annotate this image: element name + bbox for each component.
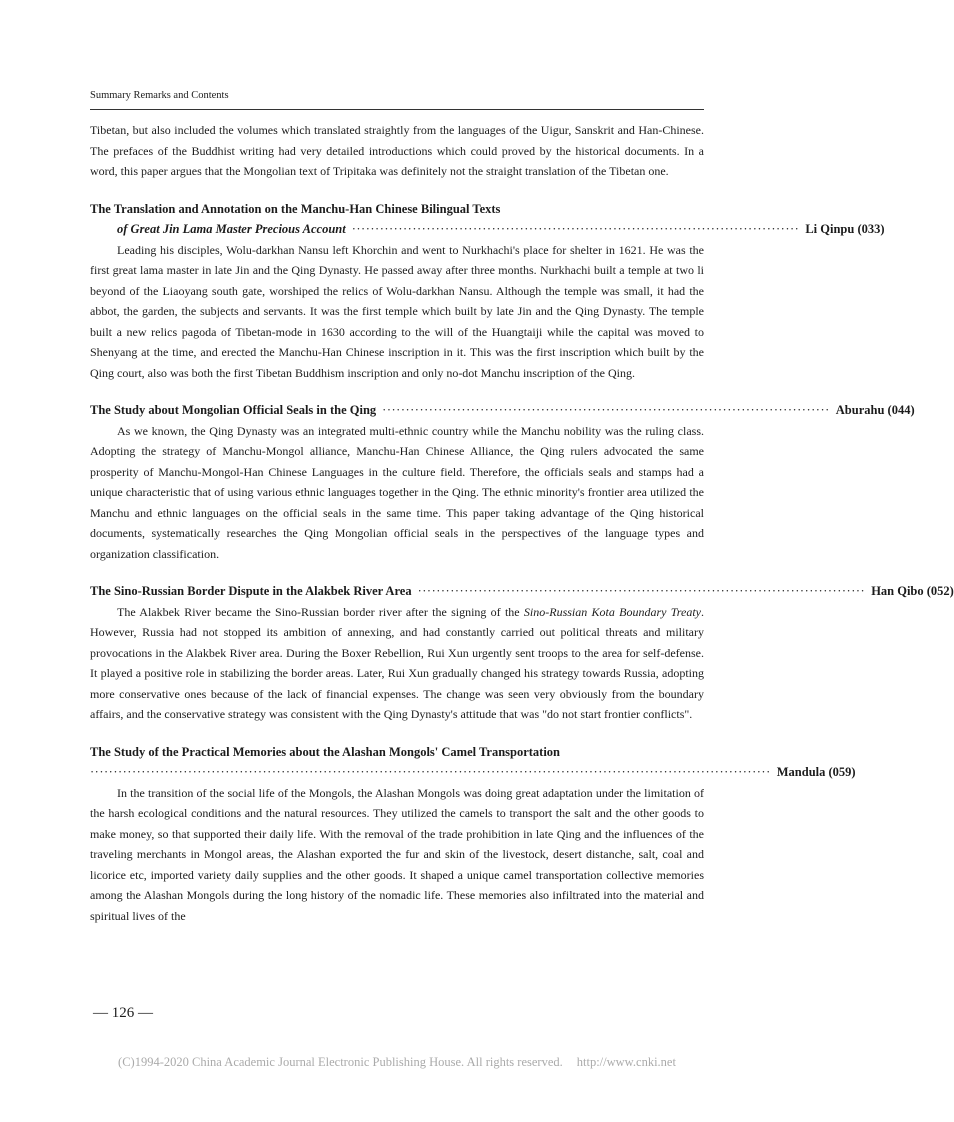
article-title-row (90, 581, 954, 602)
running-header: Summary Remarks and Contents (90, 90, 229, 101)
article-abstract: In the transition of the social life of the Mongols, the Alashan Mongols was doing great adaptation under the limitation of the harsh ecological conditions and the natural resources. They utilized the camels to transport the salt and the other goods to make money, so that supported their daily life. With the removal of the trade prohibition in late Qing and the influences of the traveling merchants in Mongol areas, the Alashan exported the fur and skin of the livestock, desert distanche, salt, coal and licorice etc, imported variety daily supplies and the other goods. It shaped a unique camel transportation collective memories among the Alashan Mongols during the long history of the nomadic life. These memories also infiltrated into the material and spiritual lives of the (90, 785, 704, 923)
copyright-text: (C)1994-2020 China Academic Journal Electronic Publishing House. All rights reserved. (118, 1055, 563, 1069)
page-number: — 126 — (93, 1005, 153, 1021)
article-title: The Study about Mongolian Official Seals in the Qing (90, 403, 377, 417)
article-3 (90, 581, 954, 725)
article-title-row (90, 400, 915, 421)
leader-dots: ·················································································································································· (90, 765, 771, 779)
footer-url: http://www.cnki.net (576, 1055, 676, 1069)
article-title: The Sino-Russian Border Dispute in the Alakbek River Area (90, 584, 412, 598)
intro-paragraph: Tibetan, but also included the volumes which translated straightly from the languages of the Uigur, Sanskrit and Han-Chinese. The prefaces of the Buddhist writing had very detailed introductions which could proved by the historical documents. In a word, this paper argues that the Mongolian text of Tripitaka was definitely not the straight translation of the Tibetan one. (90, 123, 704, 178)
treaty-name: Sino-Russian Kota Boundary Treaty (523, 604, 701, 619)
article-title: The Translation and Annotation on the Manchu-Han Chinese Bilingual Texts (90, 201, 501, 216)
article-author: Aburahu (044) (835, 403, 915, 417)
header-rule (90, 109, 704, 110)
article-title-row (90, 762, 856, 783)
article-1 (90, 199, 885, 384)
article-title: The Study of the Practical Memories about the Alashan Mongols' Camel Transportation (90, 744, 561, 759)
article-title-row (90, 219, 885, 240)
article-abstract: As we known, the Qing Dynasty was an integrated multi-ethnic country while the Manchu nobility was the ruling class. Adopting the strategy of Manchu-Mongol alliance, Manchu-Han Chinese Alliance, the Qing rulers advocated the same prosperity of Manchu-Mongol-Han Chinese Languages in the culture field. Therefore, the officials seals and stamps had a unique characteristic that of using various ethnic languages together in the Qing. The ethnic minority's frontier area utilized the Manchu and ethnic languages on the official seals in the same time. This paper taking advantage of the Qing historical documents, systematically researches the Qing Mongolian official seals in the perspectives of the language types and organization classification. (90, 423, 704, 561)
leader-dots: ································································································ (351, 222, 800, 236)
article-2 (90, 400, 915, 564)
leader-dots: ································································································ (417, 584, 866, 598)
article-4 (90, 742, 856, 927)
abstract-text: The Alakbek River became the Sino-Russian border river after the signing of the (117, 604, 524, 619)
article-title-continued: of Great Jin Lama Master Precious Account (117, 222, 346, 236)
page-content (90, 120, 954, 926)
abstract-text: . However, Russia had not stopped its ambition of annexing, and had constantly carried out political threats and military provocations in the Alakbek River area. During the Boxer Rebellion, Rui Xun urgently sent troops to the area for self-defense. It played a positive role in stabilizing the border areas. Later, Rui Xun gradually changed his strategy towards Russia, adopting more conservative ones because of the lack of financial expenses. The change was seen very obviously from the boundary affairs, and the conservative strategy was consistent with the Qing Dynasty's attitude that was "do not start frontier conflicts". (90, 604, 704, 721)
article-author: Han Qibo (052) (871, 584, 954, 598)
article-author: Li Qinpu (033) (805, 222, 885, 236)
leader-dots: ································································································ (382, 403, 830, 417)
article-abstract: Leading his disciples, Wolu-darkhan Nansu left Khorchin and went to Nurkhachi's place for shelter in 1621. He was the first great lama master in late Jin and the Qing Dynasty. He passed away after three months. Nurkhachi built a temple at two li beyond of the Liaoyang south gate, worshiped the relics of Wolu-darkhan Nansu. Although the temple was small, it had the abbot, the garden, the subjects and servants. It was the first temple which built by late Jin and the Qing Dynasty. The temple built a new relics pagoda of Tibetan-mode in 1630 according to the will of the Huangtaiji while the capital was moved to Shenyang at the time, and erected the Manchu-Han Chinese inscription in it. This was the first inscription which built by the Qing court, also was both the first Tibetan Buddhism inscription and only no-dot Manchu inscription of the Qing. (90, 242, 704, 380)
footer (0, 1055, 794, 1070)
article-abstract (90, 602, 704, 725)
article-author: Mandula (059) (776, 765, 856, 779)
